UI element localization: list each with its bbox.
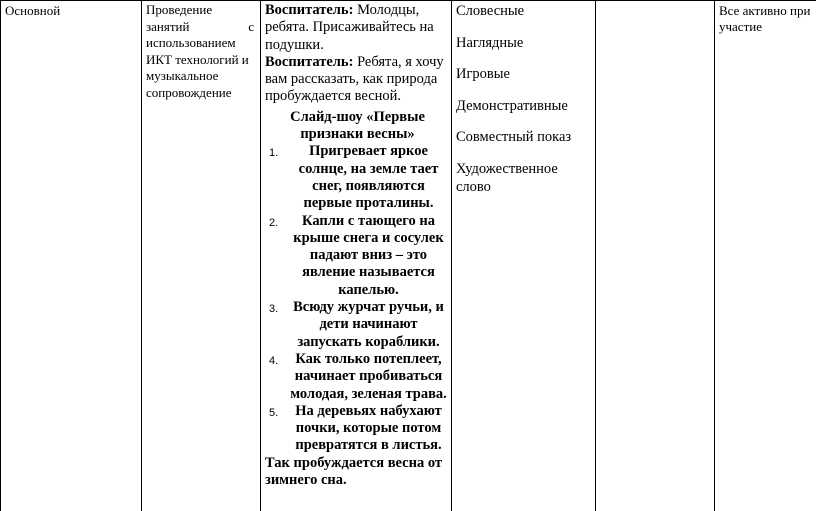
list-item bbox=[265, 213, 450, 299]
activity-line: сопровождение bbox=[146, 84, 232, 100]
list-item bbox=[265, 143, 450, 212]
result-cell bbox=[719, 3, 816, 35]
dialogue-text: Ребята, я хочу вам рассказать, как природа пробуждается весной. bbox=[265, 53, 444, 105]
list-text: Как только потеплеет, начинает пробиваться молодая, зеленая трава. bbox=[290, 350, 447, 402]
method-item: Игровые bbox=[456, 66, 510, 82]
result-line: Все активно при bbox=[719, 3, 811, 18]
method-item: Совместный показ bbox=[456, 129, 572, 145]
list-number: 5. bbox=[269, 406, 279, 419]
method-item: Демонстративные bbox=[456, 97, 568, 114]
activity-word: занятий bbox=[146, 18, 190, 34]
dialogue-text: Молодцы, ребята. Присаживайтесь на подушки. bbox=[265, 2, 434, 53]
method-item: Наглядные bbox=[456, 34, 524, 51]
list-item bbox=[265, 351, 450, 403]
list-number: 3. bbox=[269, 303, 279, 316]
list-text: Капли с тающего на крыше снега и сосулек падают вниз – это явление называется капелью. bbox=[293, 212, 444, 298]
list-item bbox=[265, 403, 450, 455]
method-item: Словесные bbox=[456, 3, 525, 19]
activity-line: использованием bbox=[146, 35, 236, 50]
activity-line: ИКТ технологий и bbox=[146, 51, 249, 67]
method-item: Художественное слово bbox=[456, 160, 558, 195]
activity-line bbox=[146, 19, 254, 36]
activity-line: музыкальное bbox=[146, 68, 219, 83]
list-text: Всюду журчат ручьи, и дети начинают запускать кораблики. bbox=[293, 299, 444, 350]
list-text: Пригревает яркое солнце, на земле тает снег, появляются первые проталины. bbox=[298, 143, 439, 212]
stage-cell bbox=[5, 3, 140, 19]
stage-label: Основной bbox=[5, 3, 61, 18]
closing-text: Так пробуждается весна от зимнего сна. bbox=[265, 454, 442, 489]
list-item bbox=[265, 299, 450, 351]
column-border bbox=[260, 0, 261, 511]
list-number: 4. bbox=[269, 354, 279, 367]
methods-cell bbox=[456, 2, 591, 210]
activity-cell bbox=[146, 2, 254, 101]
dialogue-cell bbox=[265, 2, 450, 489]
column-border bbox=[141, 0, 142, 511]
slideshow-title: Слайд-шоу «Первые признаки весны» bbox=[290, 108, 425, 143]
column-border bbox=[451, 0, 452, 511]
result-line: участие bbox=[719, 19, 762, 34]
dialogue-paragraph bbox=[265, 2, 450, 54]
column-border bbox=[0, 0, 1, 511]
activity-line: Проведение bbox=[146, 2, 213, 17]
speaker-label: Воспитатель: bbox=[265, 53, 354, 70]
speaker-label: Воспитатель: bbox=[265, 2, 354, 18]
table-top-border bbox=[0, 0, 816, 1]
list-number: 1. bbox=[269, 147, 279, 160]
column-border bbox=[595, 0, 596, 511]
column-border bbox=[714, 0, 715, 511]
list-number: 2. bbox=[269, 216, 279, 229]
activity-word: с bbox=[248, 18, 254, 34]
dialogue-paragraph bbox=[265, 54, 450, 106]
list-text: На деревьях набухают почки, которые потом превратятся в листья. bbox=[295, 402, 442, 454]
spring-signs-list bbox=[265, 143, 450, 454]
